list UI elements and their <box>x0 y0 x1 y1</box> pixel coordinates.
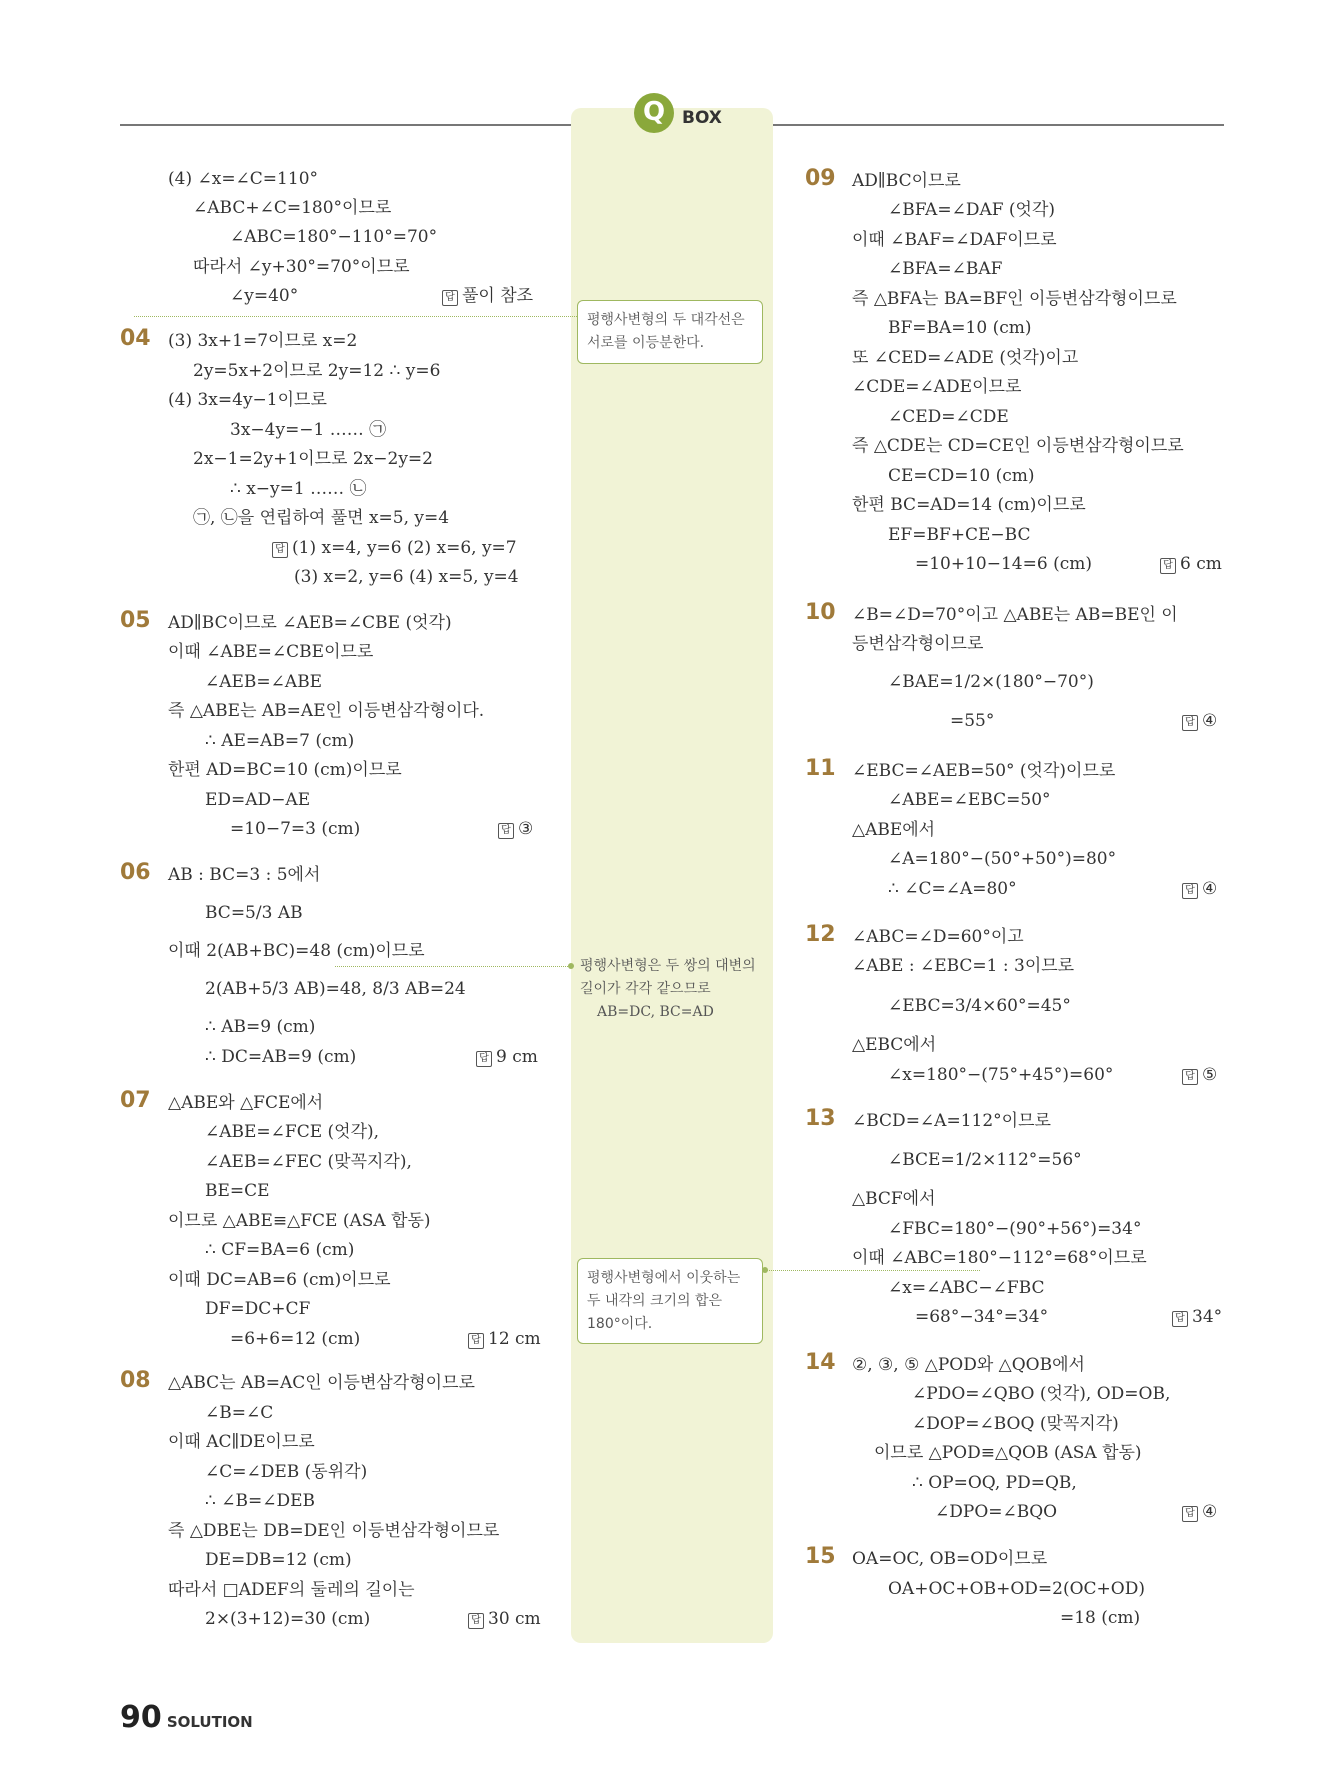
text-line: ∠CDE=∠ADE이므로 <box>852 377 1022 397</box>
footer-label: SOLUTION <box>166 1713 253 1731</box>
text-line: 이때 ∠ABC=180°−112°=68°이므로 <box>852 1248 1147 1268</box>
note-text: 평행사변형은 두 쌍의 대변의 길이가 각각 같으므로 <box>580 958 756 997</box>
header-rule-right <box>773 124 1224 126</box>
answer-value: 34° <box>1192 1307 1223 1327</box>
text-line: 따라서 □ADEF의 둘레의 길이는 <box>168 1580 415 1600</box>
text-line: △EBC에서 <box>852 1035 937 1055</box>
answer <box>1160 553 1222 575</box>
text-line: 2×(3+12)=30 (cm) <box>205 1609 371 1629</box>
text-line: 이때 DC=AB=6 (cm)이므로 <box>168 1270 391 1290</box>
text-line: ∠BAE=1/2×(180°−70°) <box>888 672 1094 692</box>
text-line: ∠AEB=∠FEC (맞꼭지각), <box>205 1152 412 1172</box>
text-line: ∠ABE=∠EBC=50° <box>888 790 1051 810</box>
answer-icon: 답 <box>468 1613 484 1629</box>
answer-value: ④ <box>1202 879 1218 899</box>
note-leader-1 <box>134 316 577 317</box>
text-line: ∠ABE=∠FCE (엇각), <box>205 1122 380 1142</box>
text-line: ∴ CF=BA=6 (cm) <box>205 1240 355 1260</box>
text-line: △BCF에서 <box>852 1189 936 1209</box>
text-line: 한편 AD=BC=10 (cm)이므로 <box>168 760 402 780</box>
answer-icon: 답 <box>1182 1069 1198 1085</box>
answer-icon: 답 <box>1182 715 1198 731</box>
answer-value: ⑤ <box>1202 1065 1218 1085</box>
text-line: (3) 3x+1=7이므로 x=2 <box>168 331 358 351</box>
problem-number: 04 <box>120 326 151 351</box>
text-line: △ABC는 AB=AC인 이등변삼각형이므로 <box>168 1373 475 1393</box>
problem-number: 15 <box>805 1544 836 1569</box>
answer-value: ③ <box>518 819 534 839</box>
text-line: BF=BA=10 (cm) <box>888 318 1032 338</box>
text-line: 3x−4y=−1 …… ㉠ <box>230 420 387 440</box>
answer <box>498 818 533 840</box>
qbox-label: BOX <box>682 108 722 128</box>
problem-number: 08 <box>120 1368 151 1393</box>
header-rule-left <box>120 124 571 126</box>
text-line: 이때 ∠ABE=∠CBE이므로 <box>168 642 374 662</box>
answer <box>1182 710 1217 732</box>
answer-icon: 답 <box>272 542 288 558</box>
answer-icon: 답 <box>442 290 458 306</box>
text-line: ∠ABC=∠D=60°이고 <box>852 927 1024 947</box>
text-line: 한편 BC=AD=14 (cm)이므로 <box>852 495 1086 515</box>
text-line: 이때 ∠BAF=∠DAF이므로 <box>852 230 1057 250</box>
problem-number: 09 <box>805 166 836 191</box>
text-line: =6+6=12 (cm) <box>230 1329 361 1349</box>
text-line: =68°−34°=34° <box>915 1307 1049 1327</box>
problem-number: 14 <box>805 1350 836 1375</box>
text-line: ∴ x−y=1 …… ㉡ <box>230 479 367 499</box>
text-line: 즉 △DBE는 DB=DE인 이등변삼각형이므로 <box>168 1521 500 1541</box>
text-line: EF=BF+CE−BC <box>888 525 1031 545</box>
answer <box>1182 878 1217 900</box>
text-line: ∠AEB=∠ABE <box>205 672 323 692</box>
text-line: ∠ABE : ∠EBC=1 : 3이므로 <box>852 956 1075 976</box>
text-line: ∠BFA=∠BAF <box>888 259 1003 279</box>
note-diagonals: 평행사변형의 두 대각선은 서로를 이등분한다. <box>577 300 763 364</box>
text-line: =18 (cm) <box>1060 1608 1141 1628</box>
text-line: 이므로 △ABE≡△FCE (ASA 합동) <box>168 1211 431 1231</box>
text-line: ∠y=40° <box>230 286 299 306</box>
text-line: BE=CE <box>205 1181 270 1201</box>
text-line: DF=DC+CF <box>205 1299 311 1319</box>
answer-value: 12 cm <box>488 1329 541 1349</box>
text-line: BC=5/3 AB <box>205 903 303 923</box>
answer-icon: 답 <box>1182 883 1198 899</box>
text-line: ∴ ∠C=∠A=80° <box>888 879 1017 899</box>
text-line: ②, ③, ⑤ △POD와 △QOB에서 <box>852 1355 1085 1375</box>
answer-value: 풀이 참조 <box>462 286 534 306</box>
text-line: 즉 △BFA는 BA=BF인 이등변삼각형이므로 <box>852 289 1177 309</box>
text-line: △ABE와 △FCE에서 <box>168 1093 324 1113</box>
problem-number: 12 <box>805 922 836 947</box>
problem-number: 11 <box>805 756 836 781</box>
text-line: 이때 2(AB+BC)=48 (cm)이므로 <box>168 941 425 961</box>
problem-number: 07 <box>120 1088 151 1113</box>
q-icon: Q <box>634 93 674 133</box>
text-line: 이므로 △POD≡△QOB (ASA 합동) <box>874 1443 1142 1463</box>
text-line: (4) ∠x=∠C=110° <box>168 169 319 189</box>
answer-value: (1) x=4, y=6 (2) x=6, y=7 <box>292 538 517 558</box>
text-line: ∠ABC+∠C=180°이므로 <box>193 198 392 218</box>
text-line: 2y=5x+2이므로 2y=12 ∴ y=6 <box>193 361 441 381</box>
text-line: AB : BC=3 : 5에서 <box>168 865 321 885</box>
text-line: =10−7=3 (cm) <box>230 819 361 839</box>
problem-number: 13 <box>805 1106 836 1131</box>
text-line: ∠B=∠C <box>205 1403 274 1423</box>
text-line: 2x−1=2y+1이므로 2x−2y=2 <box>193 449 433 469</box>
answer <box>442 285 533 307</box>
text-line: ∴ OP=OQ, PD=QB, <box>912 1473 1077 1493</box>
page-footer <box>120 1700 253 1735</box>
answer-icon: 답 <box>1160 558 1176 574</box>
text-line: ∠ABC=180°−110°=70° <box>230 227 438 247</box>
note-equation: AB=DC, BC=AD <box>597 1004 714 1020</box>
text-line: OA+OC+OB+OD=2(OC+OD) <box>888 1579 1145 1599</box>
answer <box>468 1608 541 1630</box>
answer-value: ④ <box>1202 711 1218 731</box>
text-line: 즉 △CDE는 CD=CE인 이등변삼각형이므로 <box>852 436 1184 456</box>
text-line: ED=AD−AE <box>205 790 311 810</box>
text-line: ∠B=∠D=70°이고 △ABE는 AB=BE인 이 <box>852 605 1178 625</box>
text-line: 또 ∠CED=∠ADE (엇각)이고 <box>852 348 1079 368</box>
text-line: △ABE에서 <box>852 820 936 840</box>
problem-number: 10 <box>805 600 836 625</box>
text-line: ∠C=∠DEB (동위각) <box>205 1462 368 1482</box>
answer-icon: 답 <box>498 823 514 839</box>
problem-number: 06 <box>120 860 151 885</box>
text-line: ∠DOP=∠BOQ (맞꼭지각) <box>912 1414 1119 1434</box>
answer-icon: 답 <box>1182 1506 1198 1522</box>
text-line: 등변삼각형이므로 <box>852 634 984 654</box>
text-line: CE=CD=10 (cm) <box>888 466 1035 486</box>
page-number: 90 <box>120 1700 162 1735</box>
text-line: OA=OC, OB=OD이므로 <box>852 1549 1048 1569</box>
note-opposite-sides <box>580 955 770 1024</box>
answer-icon: 답 <box>476 1051 492 1067</box>
text-line: ∴ AE=AB=7 (cm) <box>205 731 355 751</box>
text-line: ∠x=180°−(75°+45°)=60° <box>888 1065 1114 1085</box>
text-line: ∠FBC=180°−(90°+56°)=34° <box>888 1219 1142 1239</box>
note-leader-3 <box>765 1270 980 1271</box>
answer-icon: 답 <box>1172 1311 1188 1327</box>
text-line: ∠x=∠ABC−∠FBC <box>888 1278 1045 1298</box>
answer <box>1182 1064 1217 1086</box>
text-line: ∠PDO=∠QBO (엇각), OD=OB, <box>912 1384 1171 1404</box>
answer-value: 6 cm <box>1180 554 1222 574</box>
note-dot-2 <box>568 963 574 969</box>
text-line: ∠EBC=∠AEB=50° (엇각)이므로 <box>852 761 1116 781</box>
note-adjacent-angles: 평행사변형에서 이웃하는 두 내각의 크기의 합은 180°이다. <box>577 1258 763 1344</box>
problem-number: 05 <box>120 608 151 633</box>
answer-icon: 답 <box>468 1333 484 1349</box>
answer-value: 30 cm <box>488 1609 541 1629</box>
text-line: DE=DB=12 (cm) <box>205 1550 352 1570</box>
text-line: 2(AB+5/3 AB)=48, 8/3 AB=24 <box>205 979 466 999</box>
answer <box>476 1046 538 1068</box>
answer <box>272 537 517 559</box>
text-line: AD∥BC이므로 ∠AEB=∠CBE (엇각) <box>168 613 452 633</box>
text-line: ∴ AB=9 (cm) <box>205 1017 316 1037</box>
text-line: ∠EBC=3/4×60°=45° <box>888 996 1071 1016</box>
text-line: ∠DPO=∠BQO <box>935 1502 1058 1522</box>
text-line: ∴ DC=AB=9 (cm) <box>205 1047 357 1067</box>
answer <box>468 1328 541 1350</box>
text-line: 이때 AC∥DE이므로 <box>168 1432 315 1452</box>
answer <box>1182 1501 1217 1523</box>
answer: (3) x=2, y=6 (4) x=5, y=4 <box>294 567 519 587</box>
text-line: ∠CED=∠CDE <box>888 407 1009 427</box>
text-line: ㉠, ㉡을 연립하여 풀면 x=5, y=4 <box>193 508 450 528</box>
text-line: =55° <box>950 711 995 731</box>
text-line: ∴ ∠B=∠DEB <box>205 1491 315 1511</box>
text-line: 즉 △ABE는 AB=AE인 이등변삼각형이다. <box>168 701 485 721</box>
text-line: ∠A=180°−(50°+50°)=80° <box>888 849 1117 869</box>
note-leader-2 <box>335 966 570 967</box>
answer-value: ④ <box>1202 1502 1218 1522</box>
text-line: ∠BCE=1/2×112°=56° <box>888 1150 1082 1170</box>
text-line: =10+10−14=6 (cm) <box>915 554 1092 574</box>
text-line: AD∥BC이므로 <box>852 171 961 191</box>
answer <box>1172 1306 1222 1328</box>
text-line: 따라서 ∠y+30°=70°이므로 <box>193 257 410 277</box>
text-line: ∠BCD=∠A=112°이므로 <box>852 1111 1051 1131</box>
text-line: (4) 3x=4y−1이므로 <box>168 390 327 410</box>
answer-value: 9 cm <box>496 1047 538 1067</box>
text-line: ∠BFA=∠DAF (엇각) <box>888 200 1056 220</box>
